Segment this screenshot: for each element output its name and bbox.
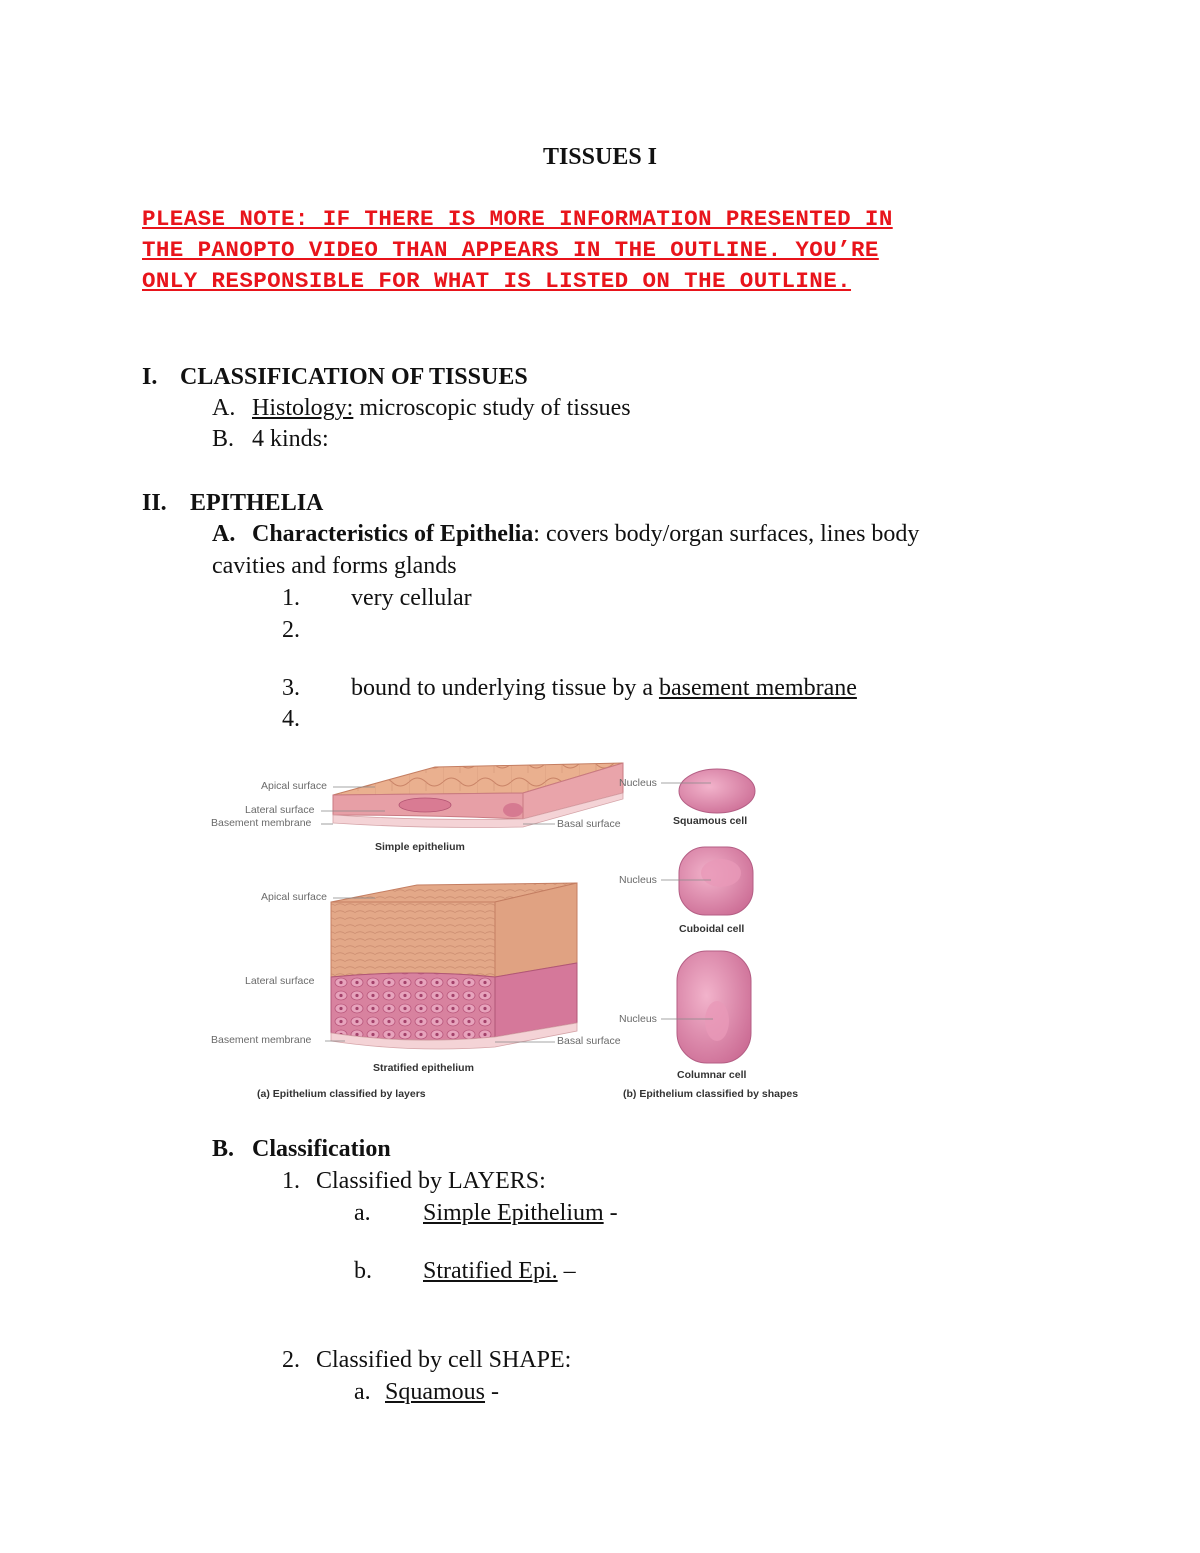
characteristics-text: : covers body/organ surfaces, lines body	[533, 521, 920, 547]
simple-epi-line	[423, 1200, 618, 1227]
section-2-numeral: II.	[142, 490, 167, 516]
squamous-term: Squamous	[385, 1379, 486, 1405]
squamous-cell-drawing	[661, 769, 755, 813]
item-3-line	[351, 675, 857, 702]
page-title: TISSUES I	[542, 144, 658, 170]
label-nucleus-2: Nucleus	[619, 874, 657, 886]
section-2-heading: EPITHELIA	[190, 490, 324, 516]
note-line-1: PLEASE NOTE: IF THERE IS MORE INFORMATION PRESENTED IN	[142, 206, 893, 232]
label-cuboidal-cell: Cuboidal cell	[679, 923, 745, 935]
section-1-a-marker: A.	[212, 395, 236, 421]
simple-epithelium-term: Simple Epithelium	[423, 1200, 604, 1226]
section-1-b-marker: B.	[212, 426, 235, 452]
label-stratified-epithelium: Stratified epithelium	[373, 1062, 474, 1074]
basement-membrane-term: basement membrane	[658, 675, 857, 701]
characteristics-line-1	[252, 521, 919, 548]
label-basement-membrane-1: Basement membrane	[211, 817, 312, 829]
histology-definition: microscopic study of tissues	[353, 395, 631, 421]
label-nucleus-3: Nucleus	[619, 1013, 657, 1025]
label-apical-surface-2: Apical surface	[261, 891, 327, 903]
squamous-line	[385, 1379, 499, 1406]
item-2-marker: 2.	[282, 617, 300, 643]
stratified-epithelium-block	[331, 883, 577, 1049]
label-basement-membrane-2: Basement membrane	[211, 1034, 312, 1046]
histology-term: Histology:	[252, 395, 354, 421]
characteristics-term: Characteristics of Epithelia	[252, 521, 534, 547]
layers-marker: 1.	[282, 1168, 300, 1194]
note-line-3: ONLY RESPONSIBLE FOR WHAT IS LISTED ON THE OUTLINE.	[142, 268, 852, 294]
section-2-a-marker: A.	[212, 521, 236, 547]
squamous-marker: a.	[354, 1379, 371, 1405]
layers-text: Classified by LAYERS:	[316, 1168, 546, 1194]
label-basal-surface-1: Basal surface	[557, 818, 621, 830]
section-b-marker: B.	[212, 1136, 235, 1162]
section-1-numeral: I.	[142, 364, 158, 390]
label-columnar-cell: Columnar cell	[677, 1069, 747, 1081]
label-simple-epithelium: Simple epithelium	[375, 841, 465, 853]
stratified-epi-term: Stratified Epi.	[423, 1258, 558, 1284]
epithelium-figure	[205, 755, 815, 1105]
section-1-a-line	[252, 395, 631, 422]
stratified-epi-line	[423, 1258, 576, 1285]
squamous-suffix: -	[485, 1379, 500, 1405]
section-1-heading: CLASSIFICATION OF TISSUES	[180, 364, 528, 390]
label-lateral-surface-1: Lateral surface	[245, 804, 315, 816]
classification-heading: Classification	[252, 1136, 391, 1162]
item-1-marker: 1.	[282, 585, 300, 611]
item-1-text: very cellular	[351, 585, 472, 611]
label-basal-surface-2: Basal surface	[557, 1035, 621, 1047]
label-nucleus-1: Nucleus	[619, 777, 657, 789]
columnar-cell-drawing	[661, 951, 751, 1063]
four-kinds-text: 4 kinds:	[252, 426, 329, 452]
stratified-epi-marker: b.	[354, 1258, 372, 1284]
simple-epi-marker: a.	[354, 1200, 371, 1226]
shape-marker: 2.	[282, 1347, 300, 1373]
simple-epithelium-suffix: -	[603, 1200, 618, 1226]
item-3-marker: 3.	[282, 675, 300, 701]
note-line-2: THE PANOPTO VIDEO THAN APPEARS IN THE OUTLINE. YOU’RE	[142, 237, 879, 263]
stratified-epi-suffix: –	[557, 1258, 576, 1284]
caption-epithelium-layers: (a) Epithelium classified by layers	[257, 1088, 426, 1100]
label-squamous-cell: Squamous cell	[673, 815, 748, 827]
label-lateral-surface-2: Lateral surface	[245, 975, 315, 987]
label-apical-surface-1: Apical surface	[261, 780, 327, 792]
caption-epithelium-shapes: (b) Epithelium classified by shapes	[623, 1088, 799, 1100]
characteristics-line-2: cavities and forms glands	[212, 553, 457, 579]
cuboidal-cell-drawing	[661, 847, 753, 915]
shape-text: Classified by cell SHAPE:	[316, 1347, 572, 1373]
item-4-marker: 4.	[282, 706, 300, 732]
item-3-text: bound to underlying tissue by a	[351, 675, 659, 701]
